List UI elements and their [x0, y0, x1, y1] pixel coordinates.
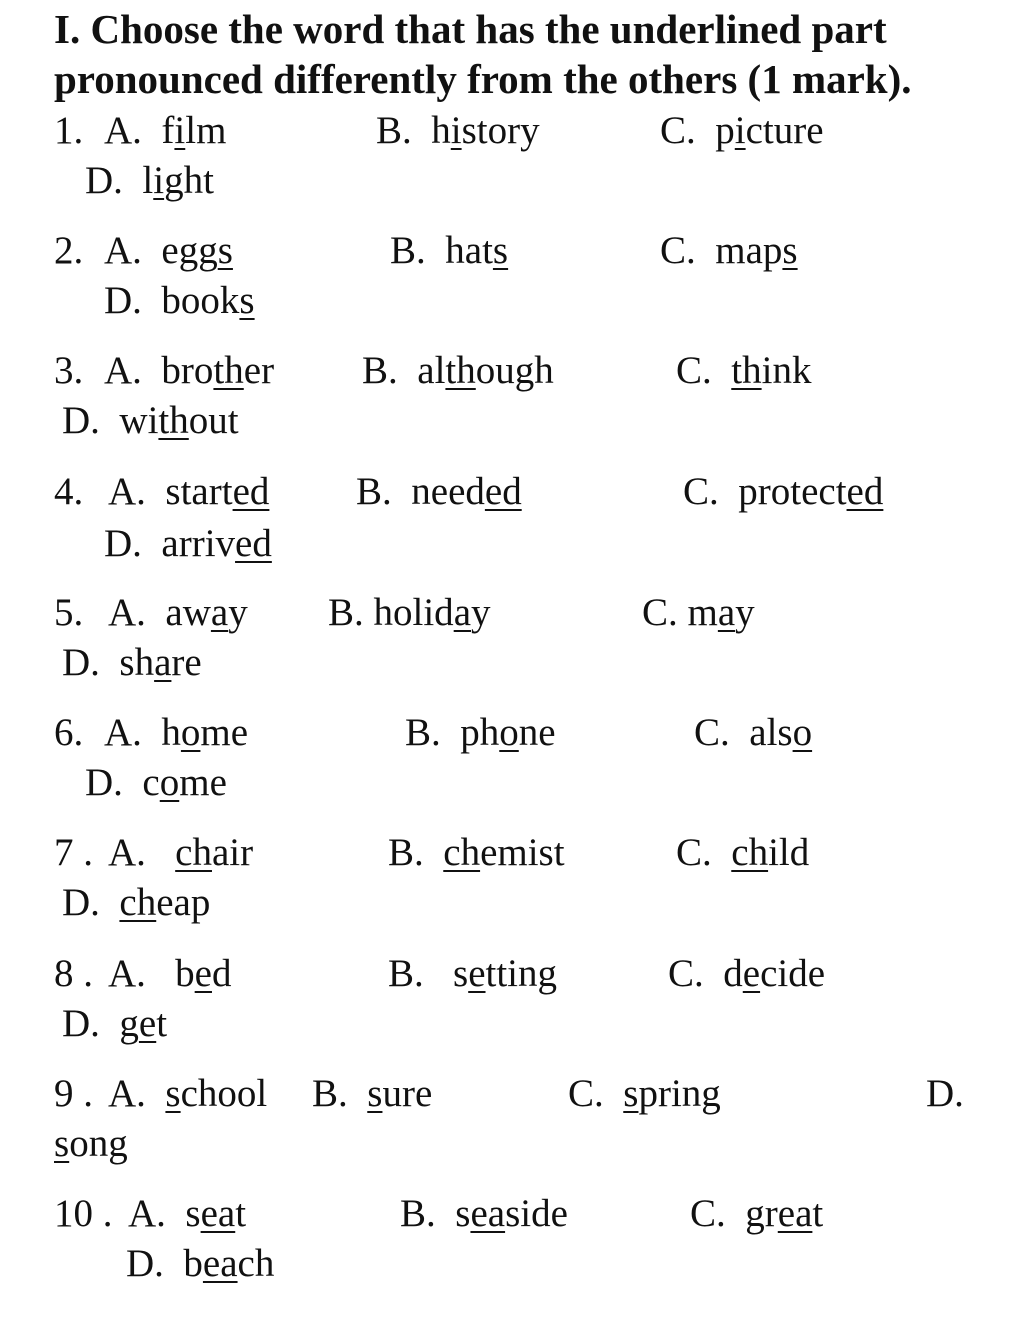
option-c: C. child [676, 831, 810, 874]
option-c: C. decide [668, 952, 826, 995]
option-d-word: song [54, 1122, 128, 1165]
exercise-title [54, 4, 1004, 104]
option-d: D. share [62, 641, 202, 684]
option-b: B. setting [388, 952, 558, 995]
question-number: 2. [54, 229, 84, 272]
option-d: D. cheap [62, 881, 211, 924]
option-d: D. get [62, 1002, 168, 1045]
option-a: A. chair [108, 831, 254, 874]
option-a: A. school [108, 1072, 268, 1115]
option-d: D. books [104, 279, 255, 322]
option-c: C. protected [683, 470, 884, 513]
option-a: A. started [108, 470, 270, 513]
option-b: B. hats [390, 229, 509, 272]
question-number: 1. [54, 109, 84, 152]
question-number: 7 . [54, 831, 93, 874]
option-d: D. arrived [104, 522, 272, 565]
option-c: C. great [690, 1192, 824, 1235]
option-c: C. also [694, 711, 813, 754]
option-b: B. seaside [400, 1192, 568, 1235]
question-number: 8 . [54, 952, 93, 995]
question-number: 3. [54, 349, 84, 392]
question-number: 4. [54, 470, 84, 513]
question-number: 9 . [54, 1072, 93, 1115]
option-a: A. film [104, 109, 227, 152]
option-c: C. think [676, 349, 812, 392]
option-b: B. history [376, 109, 540, 152]
option-d-letter: D. [926, 1072, 964, 1115]
option-b: B. needed [356, 470, 522, 513]
option-a: A. brother [104, 349, 275, 392]
option-d: D. light [85, 159, 214, 202]
option-c: C. may [642, 591, 755, 634]
option-b: B. phone [405, 711, 556, 754]
option-a: A. away [108, 591, 248, 634]
option-b: B. although [362, 349, 554, 392]
option-a: A. eggs [104, 229, 233, 272]
option-d: D. beach [126, 1242, 275, 1285]
question-number: 5. [54, 591, 84, 634]
option-c: C. spring [568, 1072, 721, 1115]
option-a: A. seat [128, 1192, 247, 1235]
option-b: B. sure [312, 1072, 433, 1115]
option-b: B. holiday [328, 591, 491, 634]
question-number: 6. [54, 711, 84, 754]
option-d: D. without [62, 399, 239, 442]
option-a: A. bed [108, 952, 232, 995]
option-b: B. chemist [388, 831, 565, 874]
option-a: A. home [104, 711, 249, 754]
option-c: C. picture [660, 109, 824, 152]
title-line-1: I. Choose the word that has the underlined part [54, 6, 887, 52]
title-line-2: pronounced differently from the others (1 mark). [54, 56, 912, 102]
option-c: C. maps [660, 229, 798, 272]
option-d: D. come [85, 761, 227, 804]
question-number: 10 . [54, 1192, 113, 1235]
